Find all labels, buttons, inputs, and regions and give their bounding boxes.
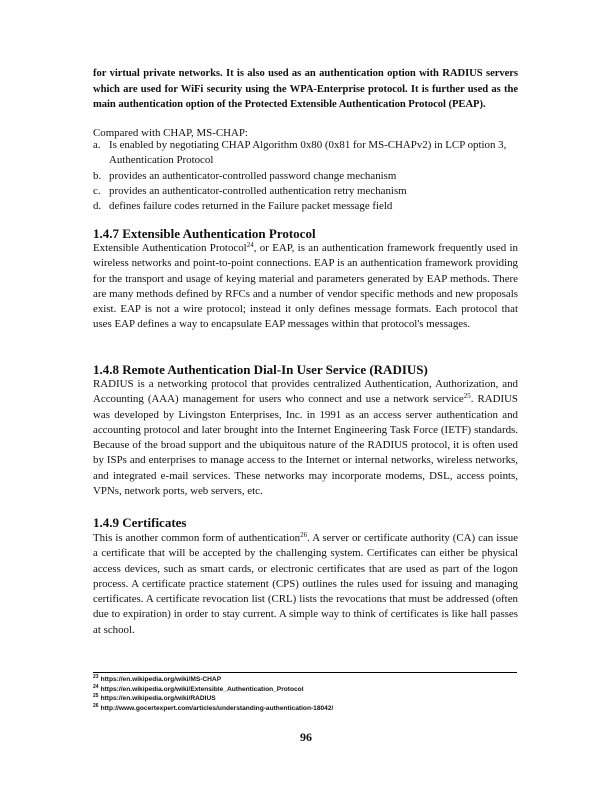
list-item-label: a. <box>93 139 101 151</box>
footnote-ref[interactable]: 25 <box>463 392 471 401</box>
footnote-link[interactable]: https://en.wikipedia.org/wiki/Extensible_Authentication_Protocol <box>100 685 304 693</box>
list-item-label: c. <box>93 184 101 197</box>
paragraph-text-start: Extensible Authentication Protocol <box>93 242 247 254</box>
footnote-number: 26 <box>93 702 99 709</box>
footnotes <box>93 675 523 713</box>
section-paragraph <box>93 531 518 638</box>
section-radius-heading-block <box>93 362 518 378</box>
section-heading: 1.4.8 Remote Authentication Dial-In User Service (RADIUS) <box>93 362 428 377</box>
list-item-text: provides an authenticator-controlled authentication retry mechanism <box>109 184 407 197</box>
section-heading: 1.4.7 Extensible Authentication Protocol <box>93 226 316 241</box>
section-paragraph <box>93 241 518 333</box>
footnote-number: 23 <box>93 674 99 680</box>
footnote <box>93 694 523 704</box>
page-number: 96 <box>300 730 312 744</box>
section-certificates-heading-block <box>93 515 518 531</box>
footnote-divider <box>93 672 517 673</box>
footnote-link[interactable]: https://en.wikipedia.org/wiki/RADIUS <box>100 695 216 703</box>
paragraph-text-start: RADIUS is a networking protocol that provides centralized Authentication, Authorization, and Accounting (AAA) management for users who connect and use a network service <box>93 378 518 406</box>
footnote-number: 24 <box>93 683 99 690</box>
section-eap-body <box>93 241 518 333</box>
footnote <box>93 704 523 714</box>
list-item <box>93 184 518 199</box>
footnote-link[interactable]: http://www.gocertexpert.com/articles/understanding-authentication-18042/ <box>100 704 334 712</box>
section-certificates-body <box>93 531 518 638</box>
section-radius-body <box>93 377 518 499</box>
list-item-text: provides an authenticator-controlled password change mechanism <box>109 169 397 182</box>
section-eap-heading-block <box>93 226 518 242</box>
list-item <box>93 199 518 214</box>
footnote-ref[interactable]: 26 <box>300 531 308 539</box>
paragraph-text-end: , or EAP, is an authentication framework frequently used in wireless networks and point-to-point connections. EAP is an authentication framework providing for the transport and usage of keying material and parameters generated by EAP methods. There are many methods defined by RFCs and a number of vendor specific methods and new proposals exist. EAP is not a wire protocol; instead it only defines message formats. Each protocol that uses EAP defines a way to encapsulate EAP messages within that protocol's messages. <box>93 242 518 331</box>
intro-paragraph-block <box>93 66 518 113</box>
footnote-ref[interactable]: 24 <box>246 241 254 249</box>
footnote-number: 25 <box>93 693 99 700</box>
paragraph-text-end: . A server or certificate authority (CA) can issue a certificate that will be accepted by the challenging system. Certificates can either be physical access devices, such as smart cards, or electronic certificates that are used as part of the logon process. A certificate practice statement (CPS) outlines the rules used for issuing and managing certificates. A certificate revocation list (CRL) lists the revocations that must be addressed (often due to expiration) in order to stay current. A simple way to think of certificates is like hall passes at school. <box>93 532 518 636</box>
paragraph-text-start: This is another common form of authentication <box>93 532 301 544</box>
footnote <box>93 675 523 685</box>
intro-paragraph: for virtual private networks. It is also used as an authentication option with RADIUS servers which are used for WiFi security using the WPA-Enterprise protocol. It is further used as the main authentication option of the Protected Extensible Authentication Protocol (PEAP). <box>93 68 518 111</box>
section-heading: 1.4.9 Certificates <box>93 515 187 530</box>
list-item-text: defines failure codes returned in the Failure packet message field <box>109 200 393 213</box>
section-paragraph <box>93 377 518 499</box>
list-item-label: b. <box>93 169 102 182</box>
list-item <box>93 138 518 169</box>
list-item-text: Is enabled by negotiating CHAP Algorithm 0x80 (0x81 for MS-CHAPv2) in LCP option 3, Authentication Protocol <box>109 139 507 167</box>
compared-list <box>93 138 518 214</box>
paragraph-text-end: . RADIUS was developed by Livingston Enterprises, Inc. in 1991 as an access server authentication and accounting protocol and later brought into the Internet Engineering Task Force (IETF) standards. Because of the broad support and the ubiquitous nature of the RADIUS protocol, it is often used by ISPs and enterprises to manage access to the Internet or internal networks, wireless networks, and integrated e-mail services. These networks may incorporate modems, DSL, access points, VPNs, network ports, web servers, etc. <box>93 393 518 498</box>
list-item-label: d. <box>93 200 102 213</box>
list-item <box>93 169 518 184</box>
footnote-link[interactable]: https://en.wikipedia.org/wiki/MS-CHAP <box>100 676 222 683</box>
compared-intro: Compared with CHAP, MS-CHAP: <box>93 127 248 139</box>
footnote <box>93 685 523 695</box>
